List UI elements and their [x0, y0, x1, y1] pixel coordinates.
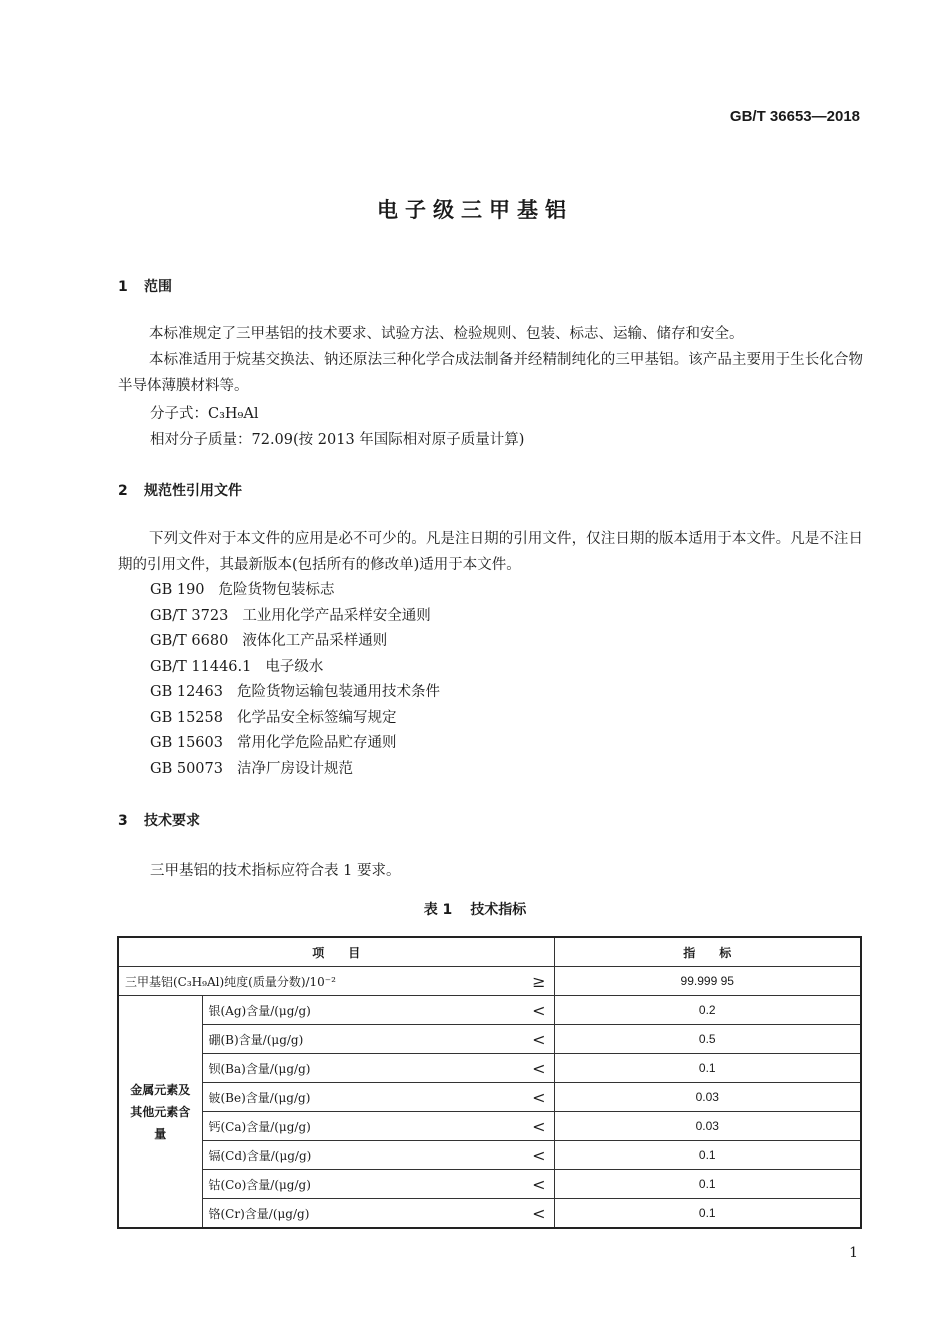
row-value: 0.5 [554, 1025, 861, 1054]
row-label: 钴(Co)含量/(μg/g) [202, 1170, 462, 1199]
reference-code: GB 12463 [150, 684, 223, 700]
table-row [118, 1141, 861, 1170]
table-title: 技术指标 [470, 902, 527, 918]
reference-item [150, 731, 440, 757]
document-title: 电子级三甲基铝 [377, 198, 573, 222]
row-symbol: < [462, 996, 554, 1025]
reference-item [150, 680, 440, 706]
row-value: 0.03 [554, 1112, 861, 1141]
reference-code: GB 190 [150, 582, 205, 598]
table-row [118, 1083, 861, 1112]
row-symbol: < [462, 1170, 554, 1199]
reference-name: 工业用化学产品采样安全通则 [242, 607, 431, 624]
section-title: 规范性引用文件 [144, 483, 242, 499]
spec-table [117, 936, 862, 1229]
reference-name: 常用化学危险品贮存通则 [236, 735, 397, 751]
header-item-cell: 项 目 [118, 937, 554, 967]
table-row [118, 996, 861, 1025]
molecular-formula: 分子式：C₃H₉Al [150, 406, 259, 422]
row-label: 钙(Ca)含量/(μg/g) [202, 1112, 462, 1141]
section-number: 3 [118, 813, 128, 829]
reference-name: 电子级水 [265, 658, 324, 675]
row-label: 钡(Ba)含量/(μg/g) [202, 1054, 462, 1083]
row-value: 0.1 [554, 1199, 861, 1229]
reference-code: GB/T 11446.1 [150, 658, 252, 675]
row-symbol: < [462, 1141, 554, 1170]
reference-code: GB 15258 [150, 709, 223, 726]
table-caption [0, 899, 950, 919]
row-value: 0.1 [554, 1054, 861, 1083]
reference-name: 危险货物运输包装通用技术条件 [236, 684, 440, 700]
table-number: 表 1 [423, 902, 453, 918]
row-value: 0.1 [554, 1170, 861, 1199]
row-value: 0.03 [554, 1083, 861, 1112]
section-number: 1 [118, 279, 128, 295]
row-label: 铍(Be)含量/(μg/g) [202, 1083, 462, 1112]
reference-item [150, 578, 440, 604]
table-row [118, 1025, 861, 1054]
reference-code: GB 50073 [150, 760, 223, 777]
row-label: 硼(B)含量/(μg/g) [202, 1025, 462, 1054]
reference-name: 化学品安全标签编写规定 [236, 709, 397, 726]
purity-label: 三甲基铝(C₃H₉Al)纯度(质量分数)/10⁻² [118, 967, 462, 996]
section-refs-heading [118, 480, 242, 500]
table-row [118, 1054, 861, 1083]
section-title: 范围 [144, 279, 172, 295]
refs-intro [118, 526, 863, 578]
purity-symbol: ≥ [462, 967, 554, 996]
group-label: 金属元素及其他元素含量 [118, 996, 202, 1229]
reference-code: GB/T 3723 [150, 607, 229, 624]
row-label: 铬(Cr)含量/(μg/g) [202, 1199, 462, 1229]
section-tech-heading [118, 810, 200, 830]
section-scope-heading [118, 276, 172, 296]
row-label: 银(Ag)含量/(μg/g) [202, 996, 462, 1025]
table-row [118, 967, 861, 996]
row-symbol: < [462, 1199, 554, 1229]
reference-item [150, 629, 440, 655]
reference-name: 危险货物包装标志 [218, 582, 335, 598]
row-symbol: < [462, 1054, 554, 1083]
molecular-mass: 相对分子质量：72.09(按 2013 年国际相对原子质量计算) [150, 432, 525, 448]
standard-code: GB/T 36653—2018 [729, 108, 860, 125]
refs-intro-paragraph: 下列文件对于本文件的应用是必不可少的。凡是注日期的引用文件，仅注日期的版本适用于本文件。凡是不注日期的引用文件，其最新版本(包括所有的修改单)适用于本文件。 [118, 531, 863, 573]
row-symbol: < [462, 1112, 554, 1141]
reference-item [150, 655, 440, 681]
reference-name: 洁净厂房设计规范 [236, 760, 353, 777]
section-title: 技术要求 [144, 813, 200, 829]
reference-code: GB 15603 [150, 735, 223, 751]
tech-intro: 三甲基铝的技术指标应符合表 1 要求。 [150, 863, 401, 879]
row-value: 0.1 [554, 1141, 861, 1170]
row-symbol: < [462, 1025, 554, 1054]
row-value: 0.2 [554, 996, 861, 1025]
reference-code: GB/T 6680 [150, 633, 229, 649]
reference-item [150, 706, 440, 732]
table-header-row [118, 937, 861, 967]
purity-value: 99.999 95 [554, 967, 861, 996]
page-number: 1 [849, 1245, 858, 1261]
scope-paragraphs [118, 321, 863, 399]
reference-name: 液体化工产品采样通则 [242, 633, 388, 649]
section-number: 2 [118, 483, 128, 499]
scope-paragraph-2: 本标准适用于烷基交换法、钠还原法三种化学合成法制备并经精制纯化的三甲基铝。该产品主要用于生长化合物半导体薄膜材料等。 [118, 352, 863, 394]
reference-item [150, 604, 440, 630]
reference-item [150, 757, 440, 783]
table-row [118, 1170, 861, 1199]
table-row [118, 1199, 861, 1229]
header-value-cell: 指 标 [554, 937, 861, 967]
table-row [118, 1112, 861, 1141]
row-label: 镉(Cd)含量/(μg/g) [202, 1141, 462, 1170]
reference-list [150, 578, 440, 782]
row-symbol: < [462, 1083, 554, 1112]
scope-paragraph-1: 本标准规定了三甲基铝的技术要求、试验方法、检验规则、包装、标志、运输、储存和安全。 [149, 326, 744, 342]
